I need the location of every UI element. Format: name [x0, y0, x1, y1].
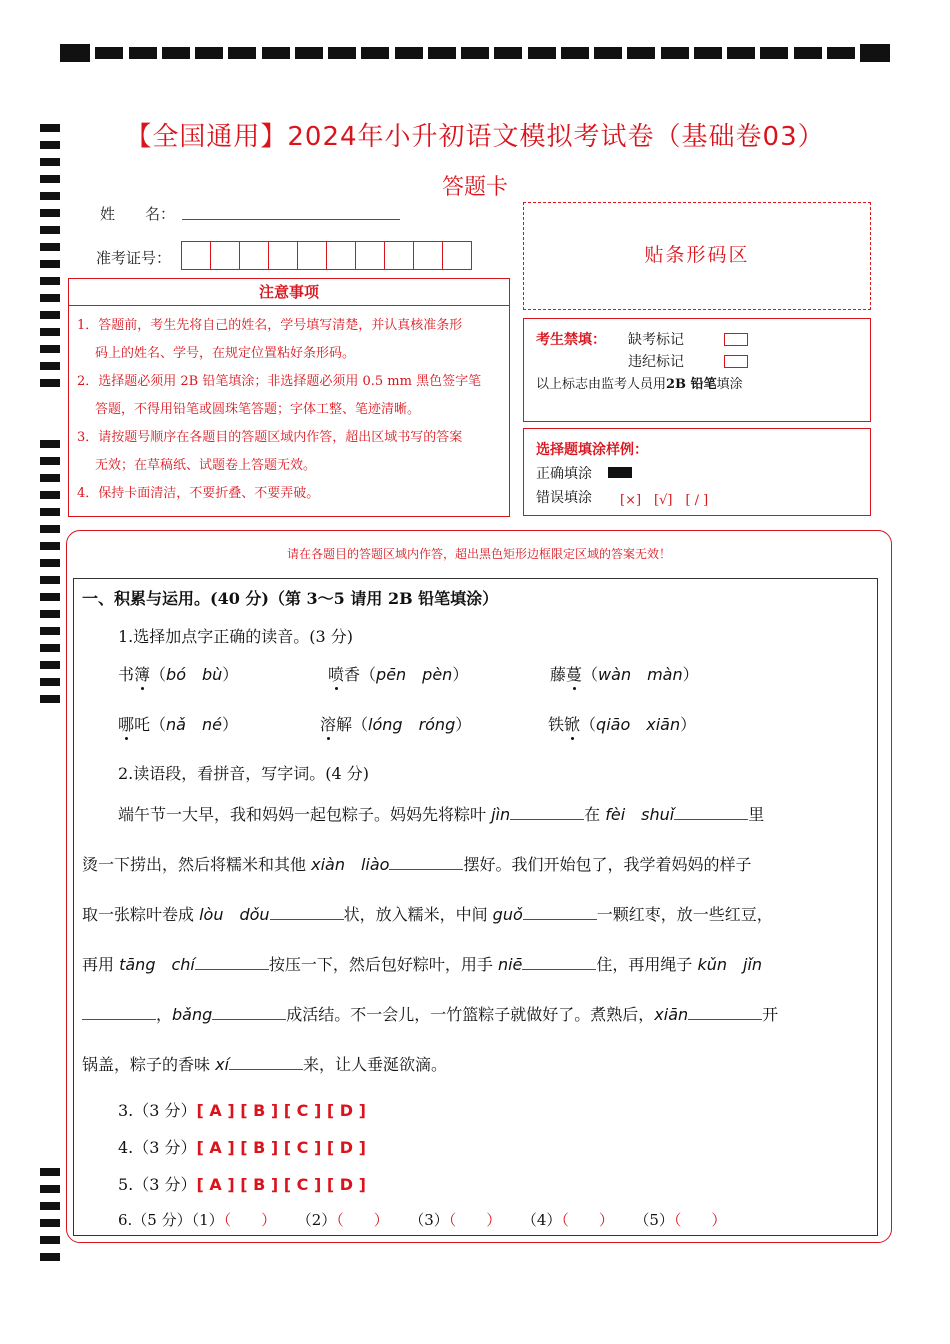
q1-item: [320, 712, 471, 735]
note-bold: 2B 铅笔: [666, 377, 717, 392]
text: 烫一下捞出，然后将糯米和其他: [82, 855, 312, 874]
text: 里: [748, 805, 765, 824]
answer-blank[interactable]: [82, 1003, 156, 1020]
barcode-area[interactable]: 贴条形码区: [523, 202, 871, 310]
q2-prompt: 2.读语段，看拼音，写字词。(4 分): [118, 764, 370, 783]
q6-item-label: （3）: [416, 1211, 449, 1229]
text: 锅盖，粽子的香味: [82, 1055, 216, 1074]
pinyin-options[interactable]: qiāo xiān: [596, 715, 681, 734]
id-box[interactable]: [442, 241, 472, 270]
dotted-char: 簿: [134, 665, 151, 684]
pinyin-options[interactable]: wàn màn: [598, 665, 683, 684]
word-part: 铁: [548, 715, 565, 734]
note-text-end: 填涂: [716, 377, 743, 392]
text: 开: [762, 1005, 779, 1024]
pinyin: niē: [497, 955, 523, 974]
pinyin: fèi shuǐ: [605, 805, 675, 824]
text: 取一张粽叶卷成: [82, 905, 200, 924]
q6-item-label: （4）: [529, 1211, 562, 1229]
pinyin: lòu dǒu: [199, 905, 270, 924]
fill-sample-label: 选择题填涂样例：: [536, 442, 648, 458]
q6-answer-paren[interactable]: （ ）: [448, 1211, 502, 1229]
pinyin: xiān: [654, 1005, 689, 1024]
pinyin: tāng chí: [119, 955, 195, 974]
text: ，: [156, 1005, 173, 1024]
notice-heading: 注意事项: [68, 278, 510, 306]
text: 再用: [82, 955, 120, 974]
id-box[interactable]: [210, 241, 240, 270]
word-part: （: [150, 665, 167, 684]
id-box[interactable]: [384, 241, 414, 270]
examinee-forbidden-box: [523, 318, 871, 422]
name-field[interactable]: [182, 218, 400, 220]
answer-blank[interactable]: [674, 803, 748, 820]
word-part: 解（: [336, 715, 369, 734]
choice-options[interactable]: [ A ] [ B ] [ C ] [ D ]: [196, 1138, 366, 1157]
exam-id-label: 准考证号：: [96, 249, 172, 267]
pinyin: xiàn liào: [311, 855, 390, 874]
answer-blank[interactable]: [523, 903, 597, 920]
answer-blank[interactable]: [195, 953, 269, 970]
word-part: 书: [118, 665, 135, 684]
violation-mark-box[interactable]: [724, 353, 748, 369]
choice-question-4: [118, 1135, 366, 1158]
answer-blank[interactable]: [522, 953, 596, 970]
note-text: 以上标志由监考人员用: [536, 377, 667, 392]
word-part: 吒（: [134, 715, 167, 734]
answer-blank[interactable]: [389, 853, 463, 870]
q1-item: [548, 712, 696, 735]
answer-blank[interactable]: [688, 1003, 762, 1020]
wrong-fill-sample: [×] [√] [ / ]: [620, 493, 709, 508]
paren-close: ）: [455, 715, 472, 734]
answer-blank[interactable]: [510, 803, 584, 820]
absent-mark-box[interactable]: [724, 331, 748, 347]
choice-question-5: [118, 1172, 366, 1195]
forbidden-label: 考生禁填：: [536, 332, 606, 348]
pinyin: xí: [215, 1055, 230, 1074]
q6-item-label: （5）: [641, 1211, 674, 1229]
id-box[interactable]: [413, 241, 443, 270]
text: 按压一下，然后包好粽叶，用手: [268, 955, 498, 974]
choice-options[interactable]: [ A ] [ B ] [ C ] [ D ]: [196, 1101, 366, 1120]
pinyin-options[interactable]: pēn pèn: [376, 665, 453, 684]
q2-line: [82, 940, 872, 990]
exam-id-boxes[interactable]: [181, 241, 471, 270]
id-box[interactable]: [239, 241, 269, 270]
text: 摆好。我们开始包了，我学着妈妈的样子: [463, 855, 752, 874]
q2-line: [82, 840, 872, 890]
id-box[interactable]: [355, 241, 385, 270]
text: 来，让人垂涎欲滴。: [303, 1055, 448, 1074]
notice-item: 2．选择题必须用 2B 铅笔填涂；非选择题必须用 0.5 mm 黑色签字笔: [77, 374, 482, 389]
word-part: （: [580, 715, 597, 734]
dotted-char: 哪: [118, 715, 135, 734]
choice-options[interactable]: [ A ] [ B ] [ C ] [ D ]: [196, 1175, 366, 1194]
notice-item: 1．答题前，考生先将自己的姓名，学号填写清楚，并认真核准条形: [77, 318, 463, 333]
word-part: （: [582, 665, 599, 684]
answer-blank[interactable]: [212, 1003, 286, 1020]
q1-item: [118, 712, 238, 735]
dotted-char: 蔓: [566, 665, 583, 684]
paren-close: ）: [222, 665, 239, 684]
q1-prompt: 1.选择加点字正确的读音。(3 分): [118, 627, 354, 646]
notice-body: [68, 305, 510, 517]
notice-item-cont: 码上的姓名、学号，在规定位置粘好条形码。: [95, 346, 356, 361]
q2-line: [82, 790, 872, 840]
pinyin-options[interactable]: bó bù: [166, 665, 223, 684]
correct-fill-sample: [608, 467, 632, 478]
id-box[interactable]: [297, 241, 327, 270]
word-part: 藤: [550, 665, 567, 684]
exam-title: 【全国通用】2024年小升初语文模拟考试卷（基础卷03）: [125, 122, 825, 152]
dotted-char: 喷: [328, 665, 345, 684]
notice-item: 4．保持卡面清洁，不要折叠、不要弄破。: [77, 486, 320, 501]
correct-fill-label: 正确填涂: [536, 466, 592, 482]
timing-marks-left-1: [40, 124, 60, 396]
dotted-char: 溶: [320, 715, 337, 734]
notice-item-cont: 无效；在草稿纸、试题卷上答题无效。: [95, 458, 317, 473]
pinyin: kǔn jǐn: [697, 955, 763, 974]
id-box[interactable]: [326, 241, 356, 270]
timing-marks-left-3: [40, 1168, 60, 1270]
dotted-char: 锨: [564, 715, 581, 734]
q6-answer-paren[interactable]: （ ）: [336, 1211, 389, 1229]
q1-item: [550, 662, 699, 685]
q6-answer-paren[interactable]: （ ）: [673, 1211, 727, 1229]
q6-item-label: （2）: [304, 1211, 337, 1229]
forbidden-note: [536, 373, 743, 392]
answer-warning: 请在各题目的答题区域内作答，超出黑色矩形边框限定区域的答案无效！: [286, 547, 671, 561]
q1-item: [118, 662, 238, 685]
question-6: [118, 1209, 726, 1230]
q6-label: 6.（5 分）: [118, 1211, 192, 1229]
q6-answer-paren[interactable]: （ ）: [561, 1211, 614, 1229]
choice-label: 5.（3 分）: [118, 1175, 197, 1194]
word-part: 香（: [344, 665, 377, 684]
notice-item: 3．请按题号顺序在各题目的答题区域内作答，超出区域书写的答案: [77, 430, 463, 445]
answer-blank[interactable]: [270, 903, 344, 920]
id-box[interactable]: [268, 241, 298, 270]
pinyin-options[interactable]: lóng róng: [368, 715, 456, 734]
paren-close: ）: [680, 715, 697, 734]
choice-label: 4.（3 分）: [118, 1138, 197, 1157]
text: 住，再用绳子: [596, 955, 698, 974]
answer-blank[interactable]: [229, 1053, 303, 1070]
id-box[interactable]: [181, 241, 211, 270]
q1-item: [328, 662, 468, 685]
text: 成活结。不一会儿，一竹篮粽子就做好了。煮熟后，: [286, 1005, 655, 1024]
q6-answer-paren[interactable]: （ ）: [223, 1211, 277, 1229]
pinyin: bǎng: [172, 1005, 213, 1024]
absent-mark-label: 缺考标记: [628, 332, 684, 348]
text: 一颗红枣，放一些红豆，: [596, 905, 773, 924]
pinyin-options[interactable]: nǎ né: [166, 715, 222, 734]
violation-mark-label: 违纪标记: [628, 354, 684, 370]
pinyin: guǒ: [492, 905, 523, 924]
q2-line: [82, 890, 872, 940]
wrong-fill-label: 错误填涂: [536, 490, 592, 506]
section-1-heading: 一、积累与运用。(40 分)（第 3～5 请用 2B 铅笔填涂）: [82, 589, 499, 608]
paren-close: ）: [221, 715, 238, 734]
choice-label: 3.（3 分）: [118, 1101, 197, 1120]
text: 在: [584, 805, 606, 824]
paren-close: ）: [682, 665, 699, 684]
pinyin: jìn: [491, 805, 511, 824]
paren-close: ）: [452, 665, 469, 684]
q6-item-label: （1）: [191, 1211, 224, 1229]
text: 端午节一大早，我和妈妈一起包粽子。妈妈先将粽叶: [118, 805, 492, 824]
timing-marks-top: [60, 44, 890, 62]
timing-marks-left-2: [40, 440, 60, 712]
q2-line: [82, 990, 872, 1040]
notice-item-cont: 答题，不得用铅笔或圆珠笔答题；字体工整、笔迹清晰。: [95, 402, 421, 417]
fill-sample-box: [523, 428, 871, 516]
choice-question-3: [118, 1098, 366, 1121]
q2-line: [82, 1040, 872, 1090]
name-label: 姓 名：: [100, 205, 176, 223]
answer-sheet-subtitle: 答题卡: [441, 175, 508, 200]
text: 状，放入糯米，中间: [343, 905, 493, 924]
